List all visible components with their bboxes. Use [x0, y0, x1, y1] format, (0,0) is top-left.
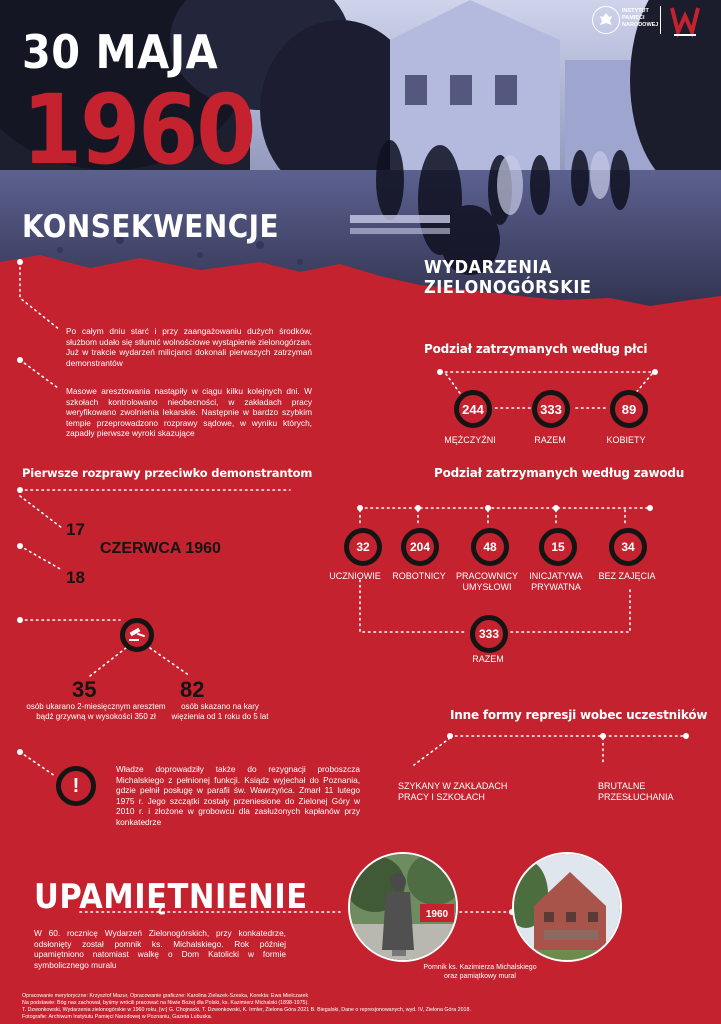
- memorial-text: W 60. rocznicę Wydarzeń Zielonogórskich, przy konkatedrze, odsłonięty został pomnik ks. Michalskiego. Rok później upamiętniono natomiast walkę o Dom Katolicki w formie symbolicznego muralu: [34, 928, 286, 970]
- occupation-title: Podział zatrzymanych według zawodu: [434, 466, 685, 480]
- intro-paragraph-1: Po całym dniu starć i przy zaangażowaniu dużych środków, służbom udało się stłumić wolnościowe wystąpienie zielonogórzan. Już w trakcie wydarzeń milicjanci dokonali pierwszych zatrzymań demonstrantów: [66, 326, 312, 368]
- unemployed-count: 34: [609, 528, 647, 566]
- footer-line-2: Na podstawie: Bóg nas zachował, byśmy wrócili pracować na Niwie Bożej dla Polski, ks. Kazimierz Michalski (1898-1975).: [22, 1000, 309, 1006]
- footer-line-1: Opracowanie merytoryczne: Krzysztof Mazur, Opracowanie graficzne: Karolina Zielazek-Szeska, Korekta: Ewa Mielczarek: [22, 993, 309, 999]
- year-title: 1960: [22, 74, 255, 186]
- workers-label: ROBOTNICY: [392, 571, 446, 581]
- day-18: 18: [66, 568, 85, 587]
- occupation-total-count: 333: [470, 615, 508, 653]
- month-label: CZERWCA 1960: [100, 540, 221, 557]
- unemployed-label: BEZ ZAJĘCIA: [598, 571, 656, 581]
- students-label: UCZNIOWIE: [329, 571, 381, 581]
- trials-title: Pierwsze rozprawy przeciwko demonstrantom: [22, 466, 313, 480]
- men-count: 244: [454, 390, 492, 428]
- date-line: 30 MAJA: [22, 25, 219, 79]
- gender-total-label: RAZEM: [534, 435, 566, 445]
- private-business-count: 15: [539, 528, 577, 566]
- workers-count: 204: [401, 528, 439, 566]
- occupation-total-label: RAZEM: [472, 654, 504, 664]
- sentenced-text: osób skazano na kary więzienia od 1 roku do 5 lat: [171, 702, 269, 721]
- exclamation-icon: !: [56, 766, 96, 806]
- office-workers-label: PRACOWNICY UMYSŁOWI: [455, 571, 518, 592]
- interrogations-label: BRUTALNE PRZESŁUCHANIA: [598, 781, 674, 802]
- fined-count: 35: [72, 677, 97, 702]
- intro-paragraph-2: Masowe aresztowania nastąpiły w ciągu kilku kolejnych dni. W szkołach kontrolowano nieobecności, w zakładach pracy weryfikowano zwolnienia lekarskie. Następnie w bardzo szybkim tempie przeprowadzono rozprawy sądowe, w wyniku których, zapadły pierwsze wyroki skazujące: [66, 386, 312, 439]
- private-business-label: INICJATYWA PRYWATNA: [529, 571, 583, 592]
- day-17: 17: [66, 520, 85, 539]
- other-repression-title: Inne formy represji wobec uczestników: [450, 708, 708, 722]
- mural-photo: [512, 852, 622, 962]
- harassment-label: SZYKANY W ZAKŁADACH PRACY I SZKOŁACH: [398, 781, 508, 802]
- men-label: MĘŻCZYŹNI: [444, 435, 496, 445]
- gender-total-count: 333: [532, 390, 570, 428]
- consequences-title: KONSEKWENCJE: [22, 209, 280, 245]
- students-count: 32: [344, 528, 382, 566]
- mural-sign-text: 1960: [425, 909, 449, 920]
- women-count: 89: [610, 390, 648, 428]
- monument-photo: [348, 852, 458, 962]
- women-label: KOBIETY: [606, 435, 646, 445]
- gender-title: Podział zatrzymanych według płci: [424, 342, 648, 356]
- footer-line-4: Fotografie: Archiwum Instytutu Pamięci Narodowej w Poznaniu, Gazeta Lubuska.: [22, 1014, 213, 1020]
- fined-text: osób ukarano 2-miesięcznym aresztem bądź grzywną w wysokości 350 zł: [26, 702, 166, 721]
- footer-credits: [22, 993, 582, 1021]
- photo-caption: Pomnik ks. Kazimierza Michalskiego oraz pamiątkowy mural: [423, 964, 537, 980]
- office-workers-count: 48: [471, 528, 509, 566]
- memorial-title: UPAMIĘTNIENIE: [34, 877, 308, 917]
- priest-note: Władze doprowadziły także do rezygnacji proboszcza Michalskiego z pełnionej funkcji. Ksiądz wyjechał do Poznania, gdzie pełnił posługę w parafii św. Wawrzyńca. Zmarł 11 lutego 1975 r. Jego szczątki zostały przeniesione do Zielonej Góry w 2010 r. i złożone w grobowcu dla zasłużonych kapłanów przy konkatedrze: [116, 764, 360, 827]
- gavel-icon: [120, 618, 154, 652]
- ipn-logo-text: INSTYTUT PAMIĘCI NARODOWEJ: [622, 8, 659, 28]
- events-title: WYDARZENIA ZIELONOGÓRSKIE: [424, 257, 592, 298]
- footer-line-3: T. Dzwonkowski, Wydarzenia zielonogórskie w 1960 roku, [w:] G. Chojnacki, T. Dzwonkowski, K. Irmler, Zielona Góra 2021 B. Biegalski, Dane o represjonowanych, wyd. IV, Zielona Góra 2018.: [22, 1007, 471, 1013]
- sentenced-count: 82: [180, 677, 205, 702]
